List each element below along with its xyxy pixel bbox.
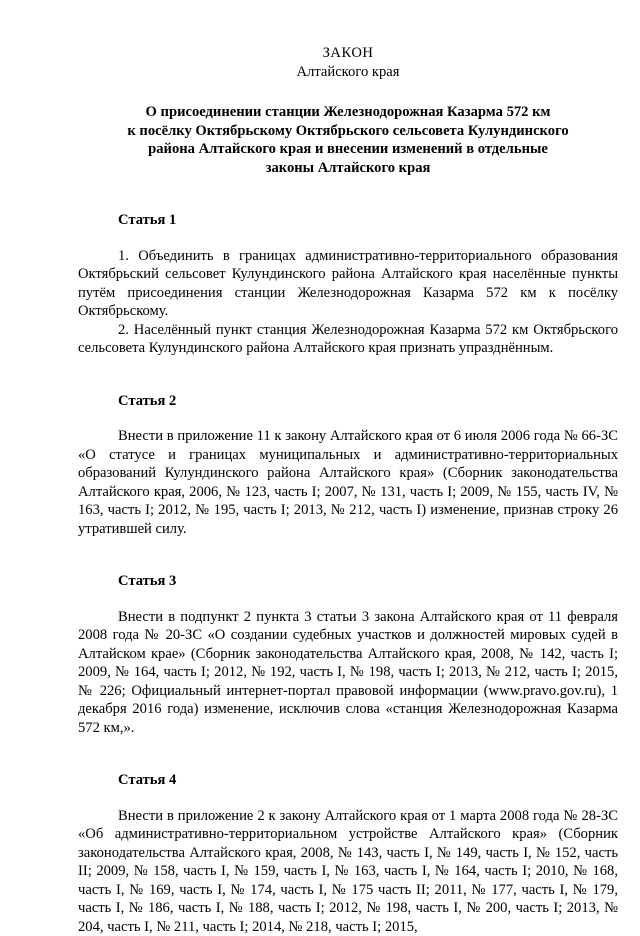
law-heading-line: О присоединении станции Железнодорожная Казарма 572 км: [118, 103, 578, 122]
article-paragraph: Внести в приложение 2 к закону Алтайского края от 1 марта 2008 года № 28-ЗС «Об административно-территориальном устройстве Алтайского края» (Сборник законодательства Алтайского края, 2008, № 143, часть I, № 149, часть I, № 152, часть II; 2009, № 158, часть I, № 159, часть I, № 163, часть I, № 164, часть I; 2010, № 168, часть I, № 169, часть I, № 174, часть I, № 175 часть II; 2011, № 177, часть I, № 179, часть I, № 186, часть I, № 188, часть I; 2012, № 198, часть I, № 200, часть I; 2013, № 204, часть I, № 211, часть I; 2014, № 218, часть I; 2015,: [78, 807, 618, 936]
article-title: Статья 4: [118, 771, 618, 790]
article-paragraph: 2. Населённый пункт станция Железнодорожная Казарма 572 км Октябрьского сельсовета Кулундинского района Алтайского края признать упразднённым.: [78, 321, 618, 358]
article-paragraph: 1. Объединить в границах административно-территориального образования Октябрьский сельсовет Кулундинского района Алтайского края населённые пункты путём присоединения станции Железнодорожная Казарма 572 км к посёлку Октябрьскому.: [78, 247, 618, 321]
article-4: [78, 771, 618, 936]
article-title: Статья 3: [118, 572, 618, 591]
law-heading: [78, 103, 618, 177]
article-paragraph: Внести в подпункт 2 пункта 3 статьи 3 закона Алтайского края от 11 февраля 2008 года № 20-ЗС «О создании судебных участков и должностей мировых судей в Алтайском крае» (Сборник законодательства Алтайского края, 2008, № 142, часть I; 2009, № 164, часть I; 2012, № 192, часть I, № 198, часть I; 2013, № 212, часть I; 2015, № 226; Официальный интернет-портал правовой информации (www.pravo.gov.ru), 1 декабря 2016 года) изменение, исключив слова «станция Железнодорожная Казарма 572 км,».: [78, 608, 618, 738]
law-heading-line: законы Алтайского края: [118, 159, 578, 178]
article-2: [78, 392, 618, 539]
article-3: [78, 572, 618, 737]
law-heading-line: к посёлку Октябрьскому Октябрьского сельсовета Кулундинского: [118, 122, 578, 141]
article-paragraph: Внести в приложение 11 к закону Алтайского края от 6 июля 2006 года № 66-ЗС «О статусе и границах муниципальных и административно-территориальных образований Кулундинского района Алтайского края» (Сборник законодательства Алтайского края, 2006, № 123, часть I; 2007, № 131, часть I; 2009, № 155, часть IV, № 163, часть I; 2012, № 195, часть I; 2013, № 212, часть I) изменение, признав строку 26 утратившей силу.: [78, 427, 618, 538]
article-title: Статья 2: [118, 392, 618, 411]
article-title: Статья 1: [118, 211, 618, 230]
law-heading-line: района Алтайского края и внесении изменений в отдельные: [118, 140, 578, 159]
document-title: ЗАКОН: [78, 44, 618, 63]
document-page: [78, 44, 618, 936]
document-subtitle: Алтайского края: [78, 63, 618, 82]
article-1: [78, 211, 618, 358]
